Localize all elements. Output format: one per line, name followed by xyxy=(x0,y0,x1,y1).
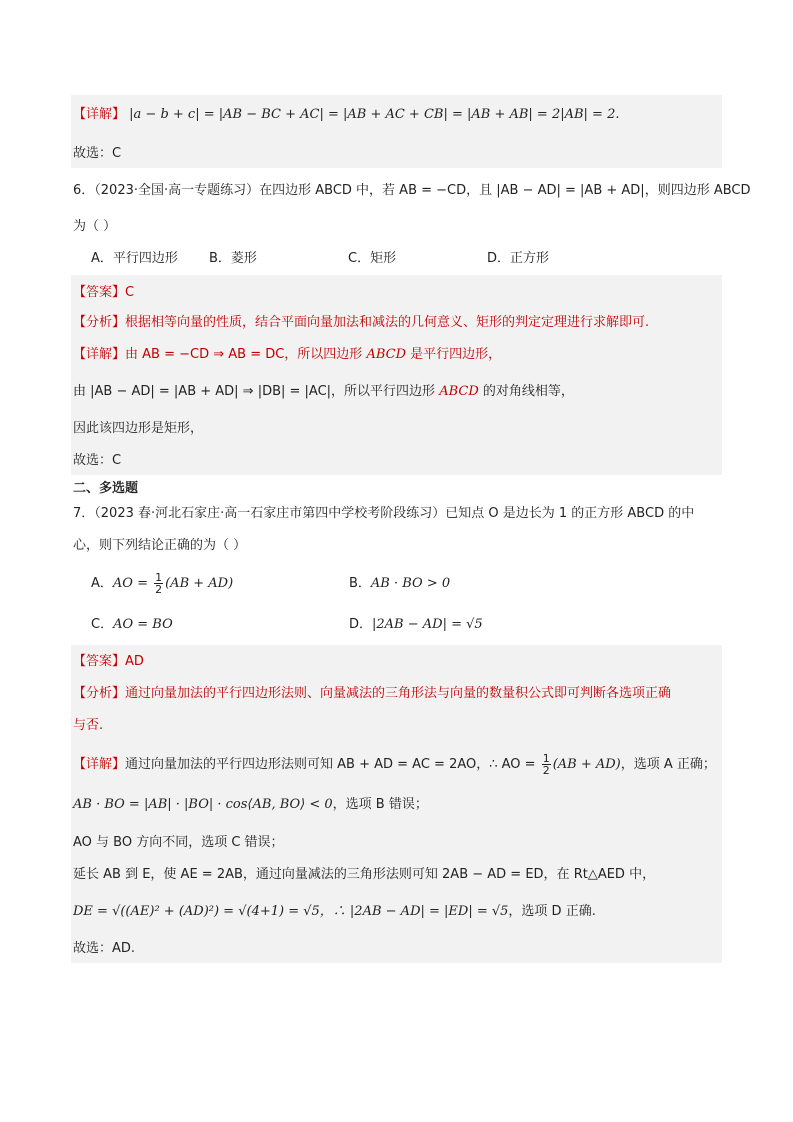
q7-detail-line2-math: AB · BO = |AB| · |BO| · cos⟨AB, BO⟩ < 0 xyxy=(73,797,333,812)
q6-detail-line1-pre: 由 AB = −CD ⇒ AB = DC，所以四边形 xyxy=(125,347,367,362)
q6-answer-value: C xyxy=(125,285,135,300)
q6-detail-line1 xyxy=(73,346,501,364)
q7-option-a-math: AO = xyxy=(112,576,153,591)
q6-detail-line2 xyxy=(73,383,574,401)
q7-detail-den: 2 xyxy=(542,764,550,777)
q7-choice: 故选：AD. xyxy=(73,941,136,956)
q7-detail-line5-mid: ，∴ |2AB − AD| = |ED| = √5 xyxy=(319,904,509,919)
q6-analysis-text: 根据相等向量的性质，结合平面向量加法和减法的几何意义、矩形的判定定理进行求解即可. xyxy=(125,315,650,330)
q7-analysis-line2: 与否. xyxy=(73,718,104,733)
q6-stem-line2: 为（ ） xyxy=(73,219,117,234)
q7-option-d[interactable] xyxy=(349,616,483,634)
q6-choice: 故选：C xyxy=(73,453,122,468)
q6-analysis-line xyxy=(73,314,649,332)
analysis-label: 【分析】 xyxy=(73,686,126,701)
q7-detail-line2 xyxy=(73,796,428,814)
q7-option-b-math: AB · BO > 0 xyxy=(370,576,451,591)
q7-option-a-num: 1 xyxy=(155,571,163,584)
q7-answer-value: AD xyxy=(125,654,144,669)
q7-detail-line4: 延长 AB 到 E，使 AE = 2AB，通过向量减法的三角形法则可知 2AB − AD = ED，在 Rt△AED 中， xyxy=(73,867,656,882)
q7-detail-line1-mid: (AB + AD) xyxy=(552,757,621,772)
q6-detail-line3: 因此该四边形是矩形， xyxy=(73,421,204,436)
q6-detail-line2-shape: ABCD xyxy=(439,384,479,399)
q7-answer-line xyxy=(73,653,144,671)
section-multi-choice-title: 二、多选题 xyxy=(73,481,139,496)
q7-detail-num: 1 xyxy=(542,752,550,765)
q7-option-c-label: C． xyxy=(91,617,114,632)
answer-label: 【答案】 xyxy=(73,285,126,300)
q7-option-a-label: A． xyxy=(91,576,113,591)
q7-option-a-den: 2 xyxy=(155,583,163,596)
q6-option-b[interactable]: B．菱形 xyxy=(209,251,257,266)
detail-label: 【详解】 xyxy=(73,757,126,772)
q6-solution-block xyxy=(71,275,722,475)
q7-detail-line2-post: ，选项 B 错误； xyxy=(332,797,428,812)
q6-detail-line2-pre: 由 |AB − AD| = |AB + AD| ⇒ |DB| = |AC|，所以平行四边形 xyxy=(73,384,440,399)
q5-choice: 故选：C xyxy=(73,146,122,161)
q7-analysis-text1: 通过向量加法的平行四边形法则、向量减法的三角形法与向量的数量积公式即可判断各选项正确 xyxy=(125,686,672,701)
q7-detail-line1 xyxy=(73,753,716,776)
answer-label: 【答案】 xyxy=(73,654,126,669)
q6-detail-line2-post: 的对角线相等， xyxy=(478,384,574,399)
q6-detail-line1-post: 是平行四边形， xyxy=(406,347,502,362)
detail-label: 【详解】 xyxy=(73,107,126,122)
q6-option-a[interactable]: A．平行四边形 xyxy=(91,251,178,266)
q7-stem-line2: 心，则下列结论正确的为（ ） xyxy=(73,538,247,553)
q7-detail-line1-fraction xyxy=(542,753,551,776)
q7-option-a-fraction xyxy=(154,572,163,595)
q7-option-b[interactable] xyxy=(349,575,450,593)
detail-label: 【详解】 xyxy=(73,347,126,362)
q7-detail-line3: AO 与 BO 方向不同，选项 C 错误； xyxy=(73,835,284,850)
q7-option-b-label: B． xyxy=(349,576,371,591)
q6-answer-line xyxy=(73,284,134,302)
q7-option-d-label: D． xyxy=(349,617,373,632)
q5-detail-math: |a − b + c| = |AB − BC + AC| = |AB + AC + CB| = |AB + AB| = 2|AB| = 2. xyxy=(129,107,620,122)
q7-option-a[interactable] xyxy=(91,572,233,595)
q6-detail-line1-shape: ABCD xyxy=(366,347,407,362)
q7-stem-line1: 7．（2023 春·河北石家庄·高一石家庄市第四中学校考阶段练习）已知点 O 是边长为 1 的正方形 ABCD 的中 xyxy=(73,506,695,521)
q7-detail-line1-post: ，选项 A 正确； xyxy=(620,757,716,772)
q7-detail-line5-math: DE = √((AE)² + (AD)²) = √(4+1) = √5 xyxy=(73,904,320,919)
q7-option-c-math: AO = BO xyxy=(113,617,173,632)
q7-option-a-tail: (AB + AD) xyxy=(165,576,234,591)
q7-analysis-line1 xyxy=(73,685,671,703)
q7-detail-line1-pre: 通过向量加法的平行四边形法则可知 AB + AD = AC = 2AO，∴ AO = xyxy=(125,757,540,772)
q7-detail-line5 xyxy=(73,903,596,921)
analysis-label: 【分析】 xyxy=(73,315,126,330)
q7-option-c[interactable] xyxy=(91,616,173,634)
q5-detail-line xyxy=(73,106,620,124)
q7-option-d-math: |2AB − AD| = √5 xyxy=(372,617,483,632)
q7-detail-line5-post: ，选项 D 正确. xyxy=(508,904,596,919)
q6-stem-line1: 6．（2023·全国·高一专题练习）在四边形 ABCD 中，若 AB = −CD，且 |AB − AD| = |AB + AD|，则四边形 ABCD xyxy=(73,183,751,198)
q6-option-d[interactable]: D．正方形 xyxy=(487,251,550,266)
q6-option-c[interactable]: C．矩形 xyxy=(348,251,397,266)
